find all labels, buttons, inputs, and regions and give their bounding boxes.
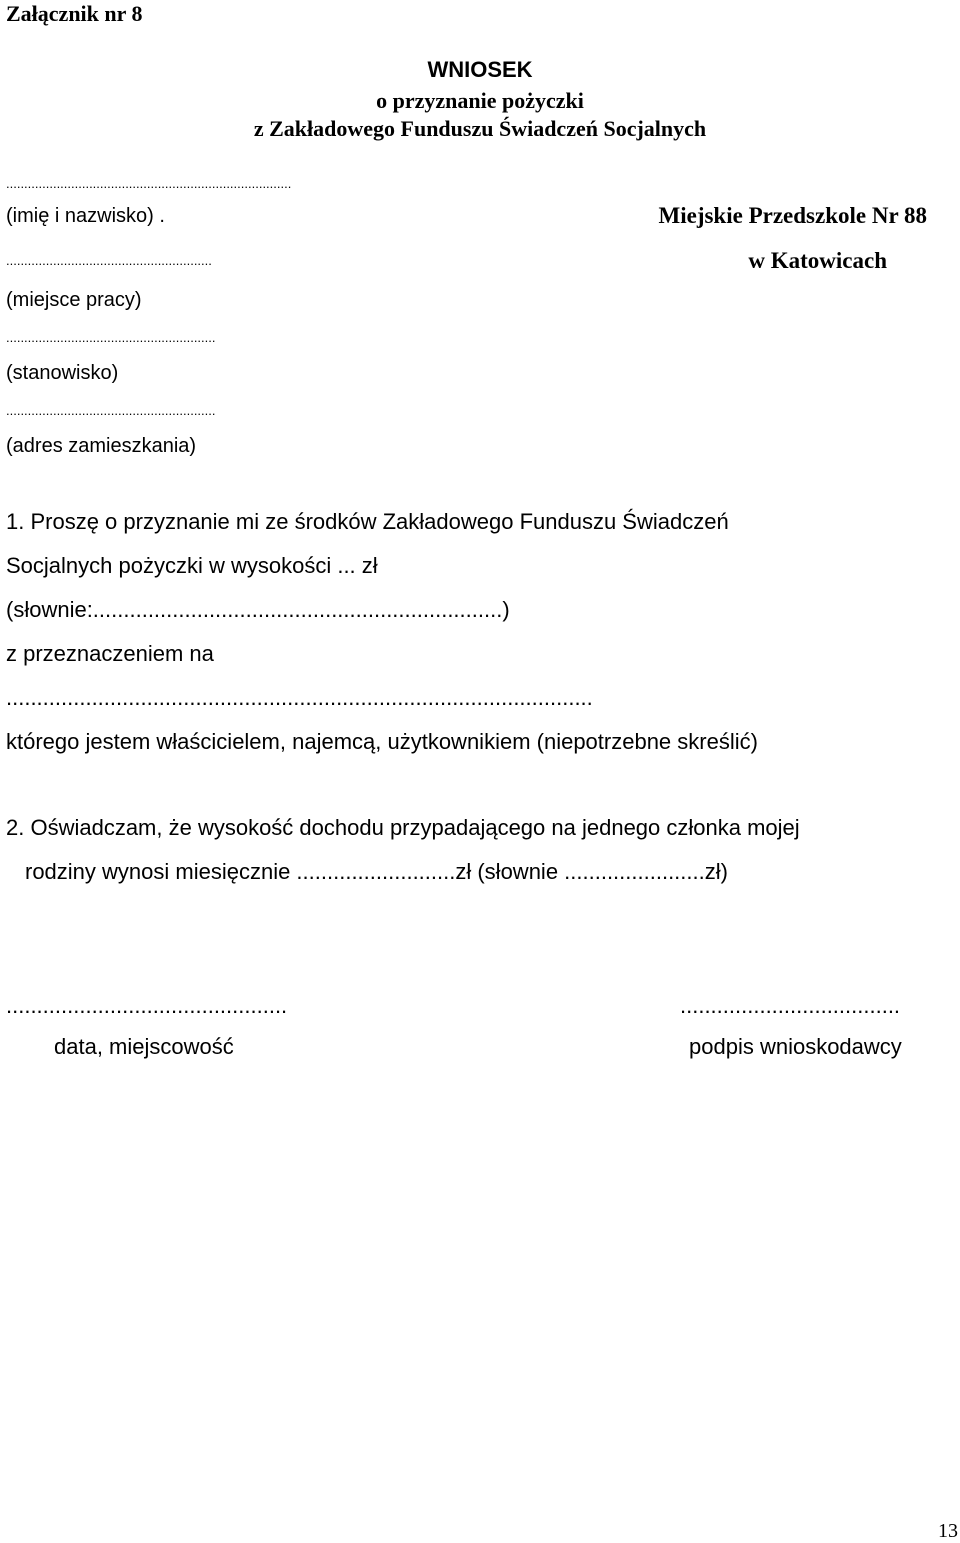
date-place-dots: .............................................. [6,993,288,1018]
institution-name: Miejskie Przedszkole Nr 88 [658,203,927,228]
name-label: (imię i nazwisko) . [6,205,165,227]
date-place-label: data, miejscowość [54,1034,234,1059]
address-dots: .......................................................... [6,403,216,418]
section1-line4: z przeznaczeniem na [6,641,214,666]
document-subtitle-1: o przyznanie pożyczki [376,88,584,113]
position-dots: .......................................................... [6,330,216,345]
annex-label: Załącznik nr 8 [6,1,143,26]
address-label: (adres zamieszkania) [6,435,197,457]
document-title: WNIOSEK [427,57,533,82]
section1-line3: (słownie:...................................................................) [6,597,510,622]
signature-dots: .................................... [680,993,901,1018]
institution-city: w Katowicach [748,248,887,273]
section2-line1: 2. Oświadczam, że wysokość dochodu przypadającego na jednego członka mojej [6,815,800,840]
section1-line2: Socjalnych pożyczki w wysokości ... zł [6,553,378,578]
workplace-dots: ......................................................... [6,253,212,268]
page-number: 13 [938,1520,958,1542]
position-label: (stanowisko) [6,362,119,384]
section1-line1: 1. Proszę o przyznanie mi ze środków Zakładowego Funduszu Świadczeń [6,509,729,534]
section1-line5: ................................................................................................ [6,685,593,710]
workplace-label: (miejsce pracy) [6,289,142,311]
document-subtitle-2: z Zakładowego Funduszu Świadczeń Socjalnych [253,116,707,141]
section2-line2: rodziny wynosi miesięcznie ..........................zł (słownie .......................zł) [25,859,728,884]
name-dots: ............................................................................... [6,176,292,191]
signature-label: podpis wnioskodawcy [689,1034,902,1059]
section1-line6: którego jestem właścicielem, najemcą, użytkownikiem (niepotrzebne skreślić) [6,729,758,754]
